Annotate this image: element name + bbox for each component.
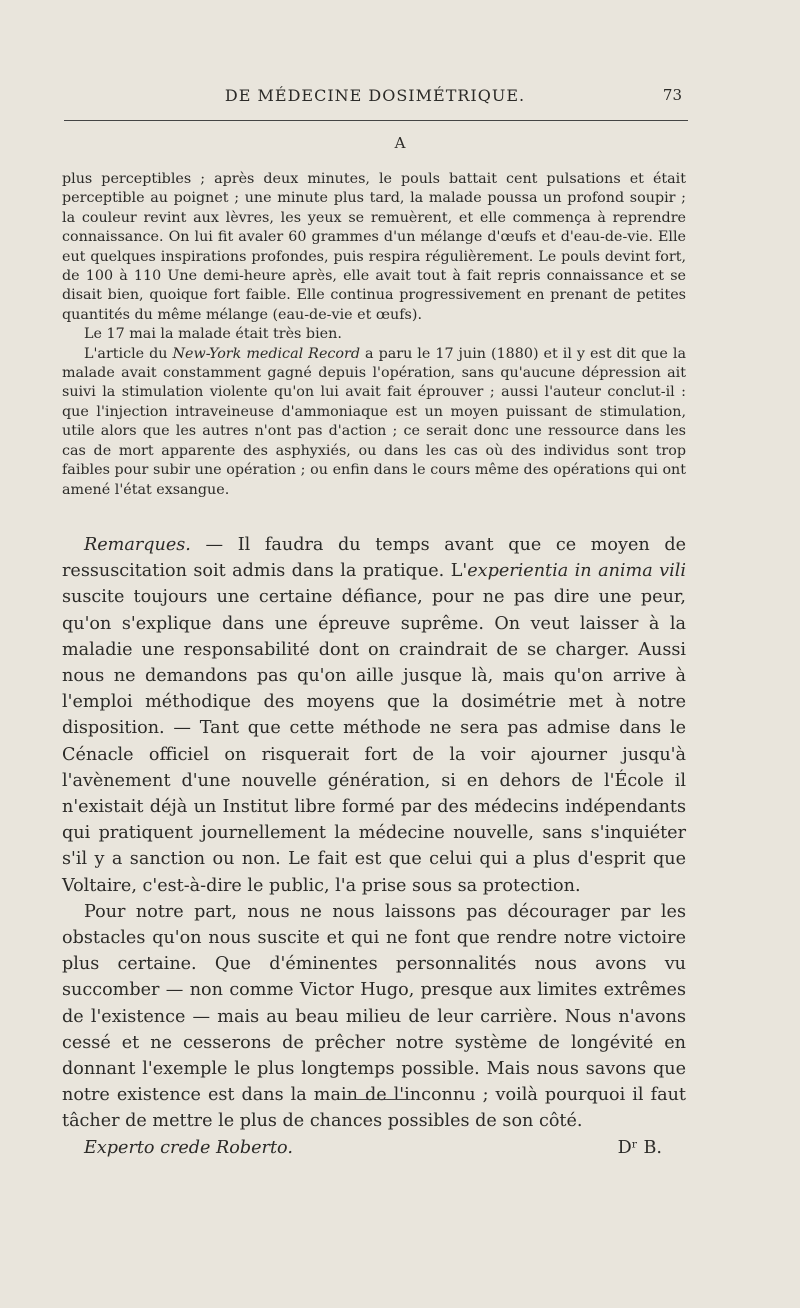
closing-motto: Experto crede Roberto.: [84, 1137, 293, 1158]
remarks-label: Remarques.: [84, 535, 191, 555]
remarks-text-c: Pour notre part, nous ne nous laissons pas décourager par les obstacles qu'on nous suscite et qui ne font que rendre notre victoire plus certaine. Que d'éminentes personnalités nous avons vu succomber — non comme Victor Hugo, presque aux limites extrêmes de l'existence — mais au beau milieu de leur carrière. Nous n'avons cessé et ne cesserons de prêcher notre système de longévité en donnant l'exemple le plus longtemps possible. Mais nous savons que notre existence est dans la main de l'inconnu ; voilà pourquoi il faut tâcher de mettre le plus de chances possibles de son côté.: [62, 901, 686, 1132]
journal-title: New-York medical Record: [172, 345, 361, 362]
paragraph-3-rest: a paru le 17 juin (1880) et il y est dit que la malade avait constamment gagné depuis l'opération, sans qu'aucune dépression ait suivi la stimulation violente qu'on lui avait fait éprouver ; aussi l'auteur conclut-il : que l'injection intraveineuse d'ammoniaque est un moyen puissant de stimulation, utile alors que les autres n'ont pas d'action ; ce serait donc une ressource dans les cas de mort apparente des asphyxiés, ou dans les cas où des individus sont trop faibles pour subir une opération ; ou enfin dans le cours même des opérations qui ont amené l'état exsangue.: [62, 345, 686, 498]
closing-line: [62, 1135, 686, 1161]
paragraph-1: plus perceptibles ; après deux minutes, le pouls battait cent pulsations et était perceptible au poignet ; une minute plus tard, la malade poussa un profond soupir ; la couleur revint aux lèvres, les yeux se remuèrent, et elle commença à reprendre connaissance. On lui fit avaler 60 grammes d'un mélange d'œufs et d'eau-de-vie. Elle eut quelques inspirations profondes, puis respira régulièrement. Le pouls devint fort, de 100 à 110 Une demi-heure après, elle avait tout à fait repris connaissance et se disait bien, quoique fort faible. Elle continua progressivement en prenant de petites quantités du même mélange (eau-de-vie et œufs).: [62, 171, 686, 323]
page-header: [60, 86, 690, 110]
running-title: DE MÉDECINE DOSIMÉTRIQUE.: [224, 86, 526, 105]
paragraph-2: Le 17 mai la malade était très bien.: [84, 326, 342, 343]
latin-phrase: experientia in anima vili: [467, 561, 686, 582]
author-signature: Dʳ B.: [617, 1137, 662, 1158]
remarks-text-b: suscite toujours une certaine défiance, pour ne pas dire une peur, qu'on s'explique dans une épreuve suprême. On veut laisser à la maladie une responsabilité dont on craindrait de se charger. Aussi nous ne demandons pas qu'on aille jusque là, mais qu'on arrive à l'emploi méthodique des moyens que la dosimétrie met à notre disposition. — Tant que cette méthode ne sera pas admise dans le Cénacle officiel on risquerait fort de la voir ajourner jusqu'à l'avènement d'une nouvelle génération, si en dehors de l'École il n'existait déjà un Institut libre formé par des médecins indépendants qui pratiquent journellement la médecine nouvelle, sans s'inquiéter s'il y a sanction ou non. Le fait est que celui qui a plus d'esprit que Voltaire, c'est-à-dire le public, l'a prise sous sa protection.: [62, 587, 686, 896]
remarks-section: [62, 532, 686, 1161]
footer-rule: [344, 1099, 410, 1100]
header-rule: [64, 120, 688, 121]
paragraph-3: [62, 345, 686, 500]
remarks-text-a: — Il faudra du temps avant que ce moyen de ressuscitation soit admis dans la pratique. L': [62, 535, 686, 582]
signature-mark: A: [394, 134, 406, 152]
paragraph-3-lead: L'article du: [84, 345, 173, 362]
remarks-paragraph-1: [62, 532, 686, 899]
page-number: 73: [662, 86, 682, 104]
article-body: [62, 170, 686, 500]
